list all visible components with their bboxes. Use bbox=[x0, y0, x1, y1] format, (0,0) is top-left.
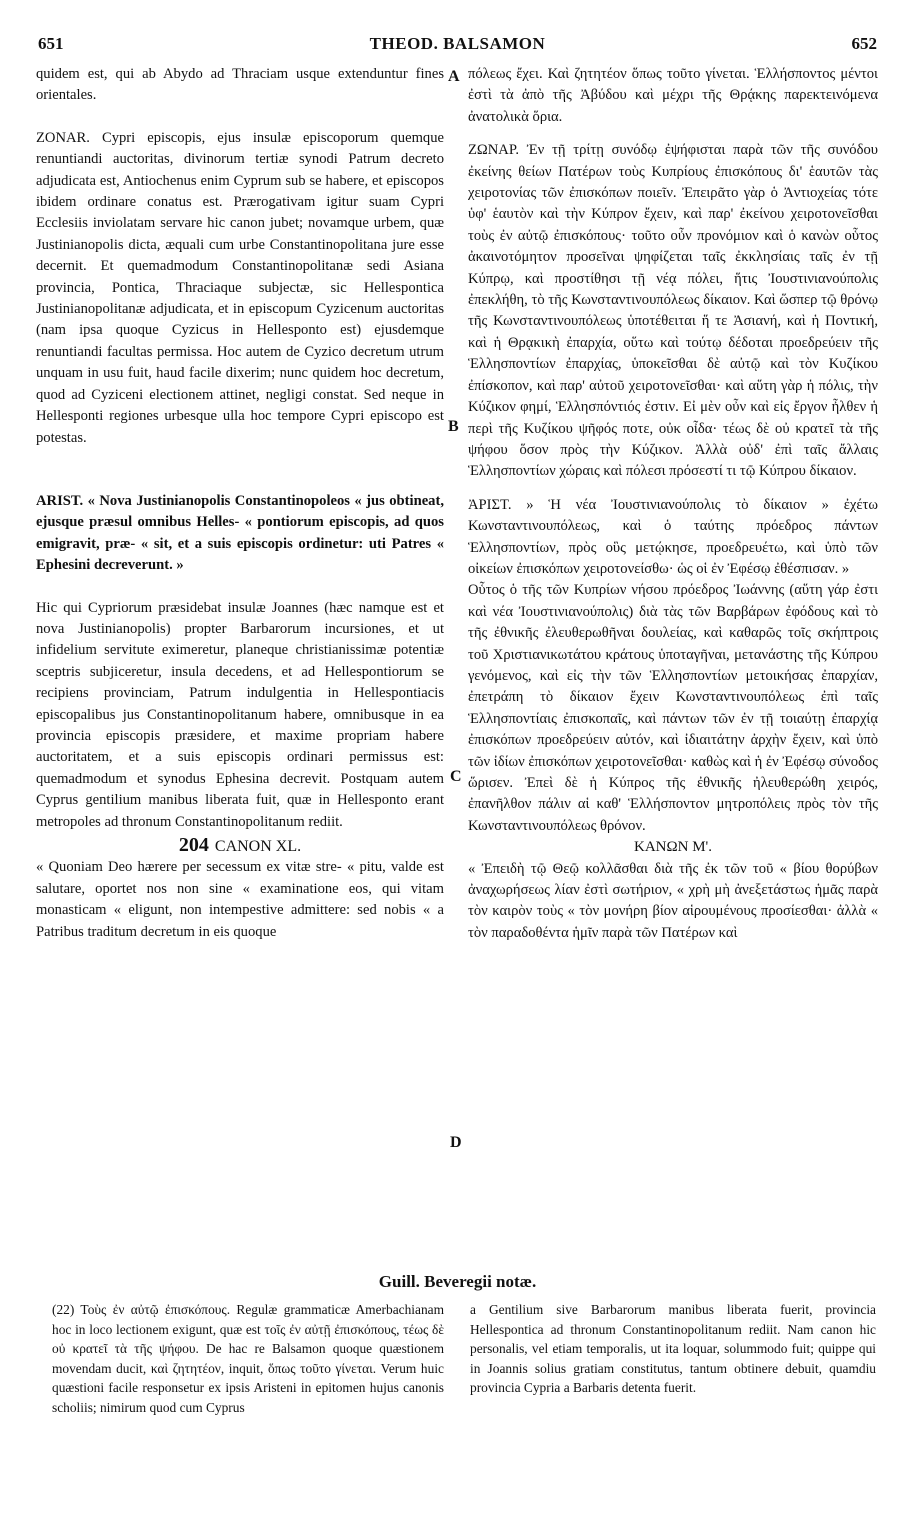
page-number-left: 651 bbox=[38, 34, 64, 53]
note-text-left: (22) Τοὺς ἐν αὐτῷ ἐπισκόπους. Regulæ grammaticæ Amerbachianam hoc in loco lectionem exigunt, quæ est τοῖς ἐν αὐτῇ ἐπισκόπους, τέως δὲ οὐ κρατεῖ τὰ τῆς ψήφου. De hac re Balsamon quoque quæstionem movendam ducit, καὶ ζητητέον, inquit, ὅπως τοῦτο γίνεται. Verum huic quæstioni facile responsetur ex ipsis Aristeni in epitomen hujus canonis scholiis; nimirum quod cum Cyprus bbox=[52, 1302, 444, 1415]
latin-aristenus-epitome: ARIST. « Nova Justinianopolis Constantinopoleos « jus obtineat, ejusque præsul omnibus Helles- « pontiorum episcopis, ad quos emigravit, præ- « sit, et a suis episcopis ordinetur: uti Patres « Ephesini decreverunt. » bbox=[36, 492, 444, 574]
latin-canon-title: CANON XL. bbox=[214, 838, 302, 855]
greek-canon-text: « Ἐπειδὴ τῷ Θεῷ κολλᾶσθαι διὰ τῆς ἐκ τῶν τοῦ « βίου θορύβων ἀναχωρήσεως λίαν ἐστὶ σωτήριον, « χρὴ μὴ ἀνεξετάστως ἡμᾶς παρὰ τὸν καιρὸν τοὺς « τὸν μονήρη βίον αἱρουμένους προσίεσθαι· ἀλλὰ « τὸν παραδοθέντα ἡμῖν παρὰ τῶν Πατέρων καὶ bbox=[468, 860, 878, 941]
latin-canon-text: « Quoniam Deo hærere per secessum ex vitæ stre- « pitu, valde est salutare, oportet nos non sine « examinatione eos, qui vitam monasticam « eligunt, non intempestive admittere: sed nobis « a Patribus traditum decretum in eis quoque bbox=[36, 859, 444, 940]
greek-column bbox=[468, 64, 878, 944]
margin-letter-b: B bbox=[448, 418, 459, 435]
greek-aristenus-epitome: ἈΡΙΣΤ. » Ἡ νέα Ἰουστινιανούπολις τὸ δίκαιον » ἐχέτω Κωνσταντινουπόλεως, καὶ ὁ ταύτης πρόεδρος πάντων Ἑλλησποντίων, πρὸς οὓς μετῴκησε, προεδρευέτω, καὶ ὑπὸ τῶν οἰκείων ἐπισκόπων χειροτονείσθω· ὡς οἱ ἐν Ἐφέσῳ ἐθέσπισαν. » bbox=[468, 496, 878, 577]
page-header bbox=[38, 34, 877, 60]
greek-commentary-paragraph: Οὗτος ὁ τῆς τῶν Κυπρίων νήσου πρόεδρος Ἰωάννης (αὕτη γάρ ἐστι καὶ νέα Ἰουστινιανούπολις) διὰ τὰς τῶν Βαρβάρων ἐφόδους καὶ τὸ τῆς ἐθνικῆς ἐλευθερωθῆναι δουλείας, καὶ καθαρῶς τοῖς σκήπτροις τοῦ Χριστιανικωτάτου κράτους ὑποταγῆναι, μετανάστης τῆς Κύπρου γενόμενος, καὶ εἰς τὴν τῶν Ἑλλησποντίων μετοικήσας ἐπαρχίαν, ἐπετράπη τὸ δίκαιον ἔχειν Κωνσταντινουπόλεως ἐπὶ ταῖς Ἑλλησποντίαις ἐπισκοπαῖς, καὶ πάντων τῶν ἐν τῇ τοιαύτῃ ἐπαρχίᾳ ἐπισκόπων προεδρεύειν αὐτόν, καὶ ἰδιαιτάτην ἀρχὴν ἔχειν, καὶ ὑπὸ τῶν ἰδίων ἐπισκόπων χειροτονεῖσθαι· καθὼς καὶ ἡ ἐν Ἐφέσῳ σύνοδος ὥρισεν. Ἐπεὶ δὲ ἡ Κύπρος τῆς ἐθνικῆς ἠλευθερώθη χειρός, ἐπανῆλθον πάλιν αἱ καθ' Ἑλλήσποντον μητροπόλεις πρὸς τὸν τῆς Κωνσταντινουπόλεως θρόνον. bbox=[468, 582, 878, 834]
latin-paragraph-1: quidem est, qui ab Abydo ad Thraciam usque extenduntur fines orientales. bbox=[36, 66, 444, 104]
greek-canon-title: ΚΑΝΩΝ Μ'. bbox=[633, 839, 713, 856]
margin-letter-d: D bbox=[450, 1134, 462, 1151]
margin-letter-a: A bbox=[448, 68, 460, 85]
running-title: THEOD. BALSAMON bbox=[369, 34, 546, 53]
notes-right-column bbox=[470, 1300, 876, 1398]
latin-commentary-paragraph: Hic qui Cypriorum præsidebat insulæ Joannes (hæc namque est et nova Justinianopolis) propter Barbarorum incursiones, et ut infidelium servitute eximeretur, planeque christianissimæ potentiæ sceptris subjiceretur, insula decedens, et ad Hellespontiorum se recipiens provinciam, Patrum indulgentia in Hellespontiacis episcopalibus jus Constantinopolitanum habere, omnibusque in ea provincia episcopis præsidere, et maxime propriam habere auctoritatem, et a suis episcopis ordinari permissus est: quemadmodum et synodus Ephesina decrevit. Postquam autem Cyprus gentilium manibus liberata fuit, quæ in Hellesponto erant metropoles ad thronum Constantinopolitanum rediit. bbox=[36, 599, 444, 830]
notes-left-column bbox=[52, 1300, 444, 1418]
note-text-right: a Gentilium sive Barbarorum manibus liberata fuerit, provincia Hellespontica ad thronum Constantinopolitanum rediit. Nam canon hic personalis, vel etiam temporalis, ut ita loquar, solummodo fuit; quippe qui in Joannis solius gratiam constitutus, tantum obtinere debuit, quamdiu provincia Cypria a Barbaris detenta fuerit. bbox=[470, 1302, 876, 1396]
latin-zonaras-commentary: ZONAR. Cypri episcopis, ejus insulæ episcoporum quemque renuntiandi auctoritas, divinorum tertiæ synodi Patrum decreto adjudicata est, Antiochenus enim Cyprum sub se habere, et episcopos ibidem ordinare conatus est. Prærogativam igitur suam Cypri Ecclesiis inviolatam servare hic canon jubet; novamque urbem, quæ Justinianopolis dicta, æquali cum urbe Constantinopolitana jure esse decernit. Et quemadmodum Constantinopolitanæ sedi Asiana provincia, Pontica, Thraciaque subjectæ, sic Hellespontica Justinianopolitanæ adjudicata, et in episcopum Cyzicenum auctoritas (nam ipsa quoque Cyzicus in Hellesponto est) ejusdemque renuntiandi facultas permissa. Hoc autem de Cyzico decretum utrum unquam in usu fuit, haud facile dixerim; nunc quidem hoc decretum, quod ad Cyziceni electionem attinet, negligi constat. Sed neque in Hellesponti regiones urbesque ulla hoc tempore Cypri episcopo est potestas. bbox=[36, 129, 444, 446]
canon-marginal-number: 204 bbox=[178, 834, 209, 856]
notes-title: Guill. Beveregii notæ. bbox=[378, 1272, 537, 1291]
greek-paragraph-1: πόλεως ἔχει. Καὶ ζητητέον ὅπως τοῦτο γίνεται. Ἑλλήσποντος μέντοι ἐστὶ τὰ ἀπὸ τῆς Ἀβύδου καὶ μέχρι τῆς Θρᾴκης παρεκτεινόμενα ἀνατολικὰ ὅρια. bbox=[468, 66, 878, 125]
page-number-right: 652 bbox=[851, 34, 877, 53]
margin-letter-c: C bbox=[450, 768, 462, 785]
greek-zonaras-commentary: ΖΩΝΑΡ. Ἐν τῇ τρίτῃ συνόδῳ ἐψήφισται παρὰ τῶν τῆς συνόδου ἐκείνης θείων Πατέρων τοὺς Κυπρίους ἐπισκόπους δι' ἑαυτῶν τὰς χειροτονίας τῶν ἐπισκόπων ποιεῖν. Ἐπειρᾶτο γὰρ ὁ Ἀντιοχείας τότε ὑφ' ἑαυτὸν καὶ τὴν Κύπρον ἔχειν, καὶ παρ' ἐκείνου χειροτονεῖσθαι τοὺς ἐν αὐτῷ ἐπισκόπους· τοῦτο οὖν προνόμιον καὶ ὁ κανὼν οὗτος ἀκαινοτόμητον προσεῖναι ψηφίζεται ταῖς ἐκκλησίαις ταῖς ἐν τῇ Κύπρῳ, καὶ προστίθησι τῇ νέᾳ πόλει, ἥτις Ἰουστινιανούπολις ἐπεκλήθη, τὸ τῆς Κωνσταντινουπόλεως δίκαιον. Καὶ ὥσπερ τῷ θρόνῳ τῆς Κωνσταντινουπόλεως ὑποτέθειται ἥ τε Ἀσιανή, καὶ ἡ Ποντική, καὶ ἡ Θρᾳκικὴ ἐπαρχία, οὕτω καὶ τούτῳ δέδοται προεδρεύειν τῆς Ἑλλησποντίων ἐπαρχίας, ὑποκεῖσθαι δὲ αὐτῷ καὶ τὸν Κυζίκου ἐπίσκοπον, καὶ παρ' αὐτοῦ χειροτονεῖσθαι· καὶ αὕτη γὰρ ἡ πόλις, τὴν Κύζικον φημί, Ἑλλησπόντιός ἐστιν. Εἰ μὲν οὖν καὶ εἰς ἔργον ἦλθεν ἡ περὶ τῆς Κυζίκου ψῆφός ποτε, οὐκ οἶδα· τέως δὲ οὐ κρατεῖ τὰ τῆς ψήφου ὅσον πρὸς τὴν Κύζικον. Ἀλλὰ οὐδ' ἐπὶ ταῖς ἄλλαις Ἑλλησποντίων χώραις καὶ πόλεσι πρόσεστί τι τῷ Κύπρου δίκαιον. bbox=[468, 142, 879, 480]
latin-column bbox=[36, 64, 444, 943]
latin-canon-heading bbox=[36, 835, 444, 857]
